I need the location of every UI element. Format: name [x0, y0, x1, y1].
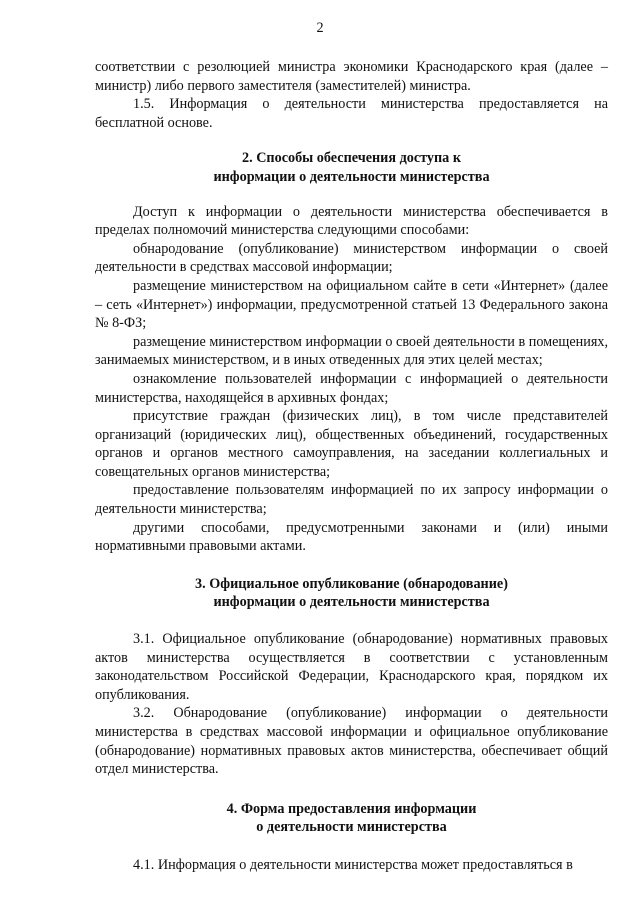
- section-2-heading-line-1: 2. Способы обеспечения доступа к: [242, 150, 461, 167]
- paragraph-4-1: 4.1. Информация о деятельности министерства может предоставляться в: [133, 856, 573, 873]
- list-item: другими способами, предусмотренными законами и (или) иными нормативными правовыми актами.: [95, 519, 608, 555]
- section-2-lead: Доступ к информации о деятельности министерства обеспечивается в пределах полномочий министерства следующими способами:: [95, 203, 608, 239]
- list-item: обнародование (опубликование) министерством информации о своей деятельности в средствах массовой информации;: [95, 240, 608, 276]
- paragraph-3-1: 3.1. Официальное опубликование (обнародование) нормативных правовых актов министерства осуществляется в соответствии с установленным законодательством Российской Федерации, Краснодарского края, порядком их опубликования.: [95, 631, 608, 703]
- section-3-heading-line-2: информации о деятельности министерства: [213, 594, 490, 611]
- page-number: 2: [316, 20, 324, 36]
- section-4-heading-line-2: о деятельности министерства: [256, 819, 447, 836]
- paragraph-1-5: 1.5. Информация о деятельности министерства предоставляется на бесплатной основе.: [95, 96, 608, 131]
- section-2: [95, 149, 608, 555]
- section-4-heading-line-1: 4. Форма предоставления информации: [226, 800, 477, 817]
- list-item: размещение министерством на официальном сайте в сети «Интернет» (далее – сеть «Интернет») информации, предусмотренной статьей 13 Федерального закона № 8-ФЗ;: [95, 277, 608, 332]
- list-item: размещение министерством информации о своей деятельности в помещениях, занимаемых министерством, и в иных отведенных для этих целей местах;: [95, 333, 608, 369]
- paragraph-continuation: соответствии с резолюцией министра экономики Краснодарского края (далее – министр) либо первого заместителя (заместителей) министра.: [95, 59, 608, 94]
- document-body: [95, 58, 608, 875]
- list-item: ознакомление пользователей информации с информацией о деятельности министерства, находящейся в архивных фондах;: [95, 370, 608, 406]
- list-item: предоставление пользователям информацией по их запросу информации о деятельности министерства;: [95, 482, 608, 518]
- section-3: [95, 575, 608, 779]
- section-2-heading-line-2: информации о деятельности министерства: [213, 168, 490, 185]
- list-item: присутствие граждан (физических лиц), в том числе представителей организаций (юридических лиц), общественных объединений, государственных органов и органов местного самоуправления, на заседании коллегиальных и совещательных органов министерства;: [95, 408, 608, 480]
- section-4: [95, 800, 608, 875]
- paragraph-3-2: 3.2. Обнародование (опубликование) информации о деятельности министерства в средствах массовой информации и официальное опубликование (обнародование) нормативных правовых актов министерства, обеспечивает общий отдел министерства.: [95, 705, 608, 778]
- section-3-heading-line-1: 3. Официальное опубликование (обнародование): [195, 575, 508, 592]
